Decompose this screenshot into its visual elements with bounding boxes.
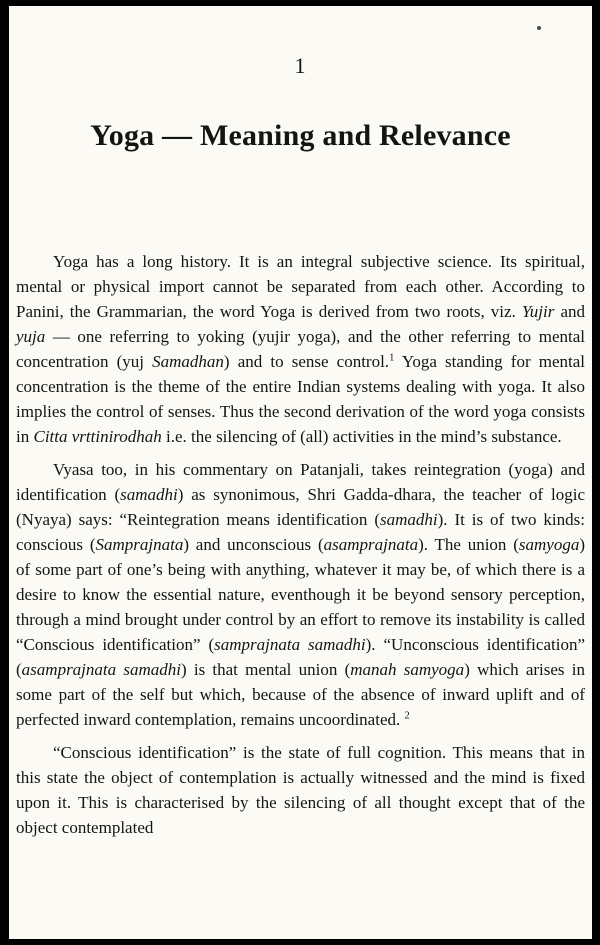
text-run: Vyasa too, in his commentary on Patanjali, takes reintegration (yoga) and identification ( bbox=[16, 460, 585, 504]
text-run: ) of some part of one’s being with anything, whatever it may be, of which there is a desire to know the essential nature, eventhough it be beyond sensory perception, through a mind brought under control by an effort to remove its instability is called “Conscious identification” ( bbox=[16, 535, 585, 654]
text-run: samadhi bbox=[120, 485, 178, 504]
text-run: asamprajnata samadhi bbox=[21, 660, 181, 679]
text-run: manah samyoga bbox=[350, 660, 465, 679]
body-paragraph bbox=[16, 249, 585, 449]
text-run: Yoga has a long history. It is an integral subjective science. Its spiritual, mental or physical import cannot be separated from each other. According to Panini, the Grammarian, the word Yoga is derived from two roots, viz. bbox=[16, 252, 585, 321]
text-run: i.e. the silencing of (all) activities in the mind’s substance. bbox=[161, 427, 562, 446]
text-run: samprajnata samadhi bbox=[214, 635, 366, 654]
text-run: ) and unconscious ( bbox=[183, 535, 324, 554]
text-run: yuja bbox=[16, 327, 46, 346]
chapter-number: 1 bbox=[294, 53, 307, 78]
text-run: ). It is of two kinds: conscious ( bbox=[16, 510, 585, 554]
body-paragraph bbox=[16, 457, 585, 732]
text-run: ) and to sense control. bbox=[223, 352, 390, 371]
footnote-reference: 1 bbox=[389, 352, 395, 364]
text-run: samyoga bbox=[518, 535, 580, 554]
text-run: Samprajnata bbox=[95, 535, 184, 554]
book-page bbox=[9, 6, 592, 939]
text-run: Samadhan bbox=[152, 352, 224, 371]
text-run: and bbox=[554, 302, 585, 321]
text-run: samadhi bbox=[380, 510, 438, 529]
text-run: Yujir bbox=[521, 302, 555, 321]
text-run: Yoga standing for mental concentration is the theme of the entire Indian systems dealing with yoga. It also implies the control of senses. Thus the second derivation of the word yoga consists in bbox=[16, 352, 585, 446]
chapter-title: Yoga — Meaning and Relevance bbox=[90, 119, 511, 152]
text-run: ) as synonimous, Shri Gadda-dhara, the teacher of logic (Nyaya) says: “Reintegration means identification ( bbox=[16, 485, 585, 529]
text-run: ) is that mental union ( bbox=[180, 660, 351, 679]
text-run: ). The union ( bbox=[418, 535, 519, 554]
body-paragraph bbox=[16, 740, 585, 840]
scan-speck bbox=[537, 26, 541, 30]
footnote-reference: 2 bbox=[404, 710, 410, 722]
text-run: Citta vrttinirodhah bbox=[33, 427, 162, 446]
text-run: ). “Unconscious identification” ( bbox=[16, 635, 585, 679]
text-run: “Conscious identification” is the state of full cognition. This means that in this state the object of contemplation is actually witnessed and the mind is fixed upon it. This is characterised by the silencing of all thought except that of the object contemplated bbox=[16, 743, 585, 837]
text-run: ) which arises in some part of the self but which, because of the absence of inward uplift and of perfected inward contemplation, remains uncoordinated. bbox=[16, 660, 585, 729]
text-run: asamprajnata bbox=[323, 535, 419, 554]
text-run: — one referring to yoking (yujir yoga), and the other referring to mental concentration (yuj bbox=[16, 327, 585, 371]
body-text bbox=[9, 249, 592, 840]
